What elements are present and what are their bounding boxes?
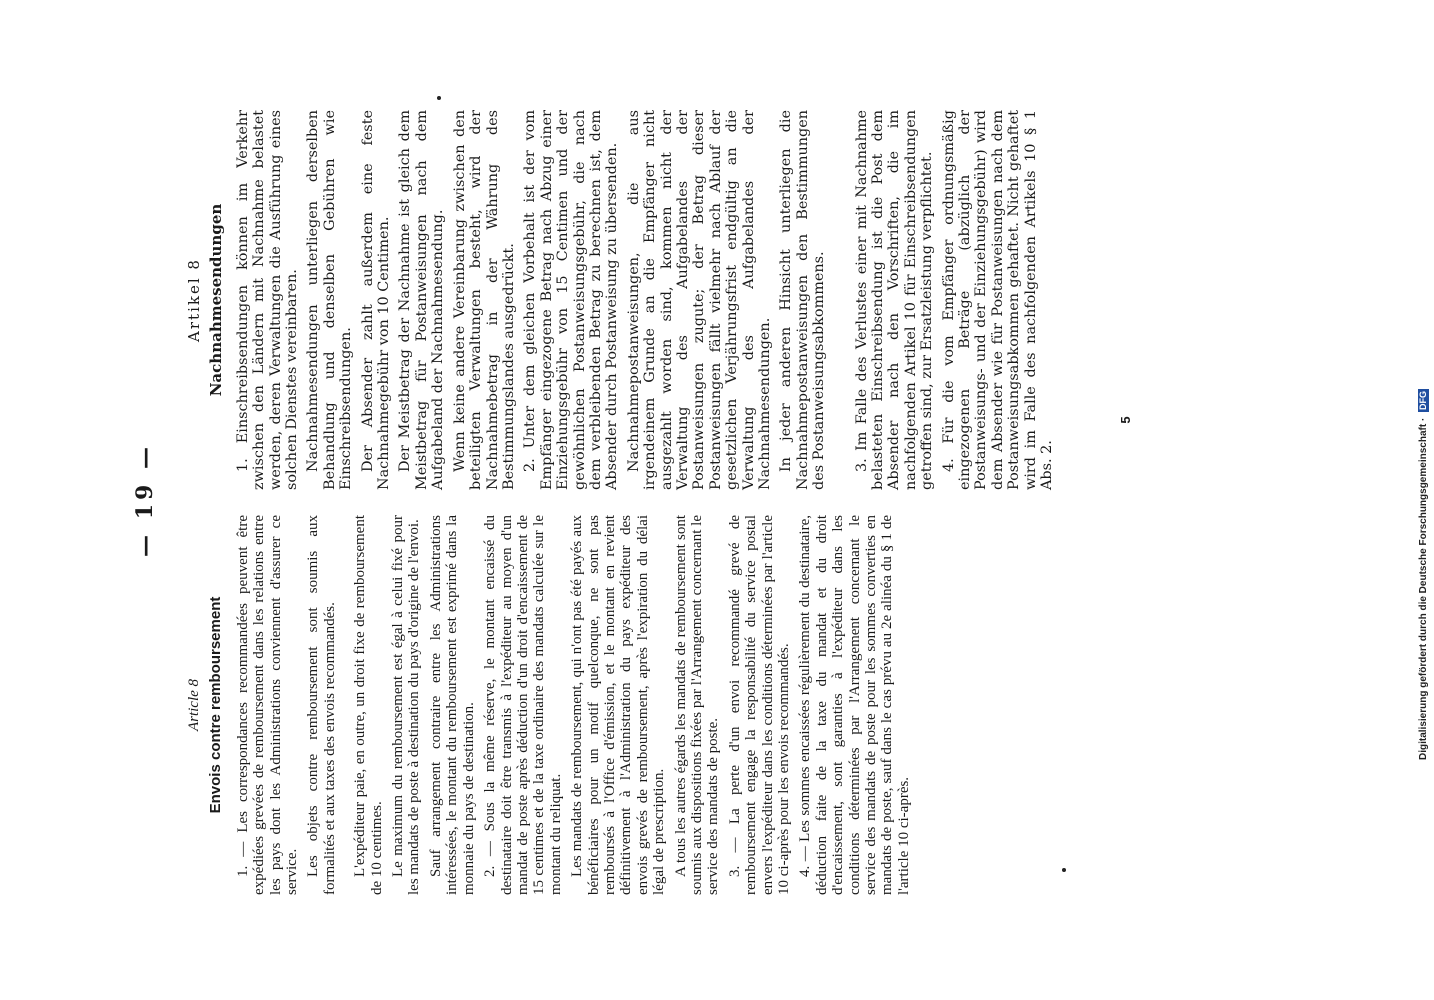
fr-paragraph-8: A tous les autres égards les mandats de remboursement sont soumis aux dispositions fixées par l'Arrangement concernant le service des mandats de poste. xyxy=(672,515,722,895)
dfg-logo-icon: DFG xyxy=(1418,390,1428,410)
fr-paragraph-6: 2. — Sous la même réserve, le montant encaissé du destinataire doit être transmis à l'expéditeur au moyen d'un mandat de poste après déduction d'un droit d'encaissement de 15 centimes et de la taxe ordinaire des mandats calculée sur le montant du reliquat. xyxy=(482,515,564,895)
french-column xyxy=(186,515,917,895)
page-number: — 19 — xyxy=(132,443,158,557)
de-paragraph-5: Wenn keine andere Vereinbarung zwischen den beteiligten Verwaltungen besteht, wird der Nachnahmebetrag in der Währung des Bestimmungslandes ausgedrückt. xyxy=(451,110,517,490)
fr-paragraph-10: 4. — Les sommes encaissées régulièrement du destinataire, déduction faite de la taxe du mandat et du droit d'encaissement, sont garanties à l'expéditeur dans les conditions déterminées par l'Arrangement concernant le service des mandats de poste pour les sommes converties en mandats de poste, sauf dans le cas prévu au 2e alinéa du § 1 de l'article 10 ci-après. xyxy=(797,515,912,895)
german-column xyxy=(186,110,1061,490)
footer-number: 5 xyxy=(1118,416,1133,424)
article-label-de: Artikel 8 xyxy=(185,258,203,342)
fr-paragraph-1: 1. — Les correspondances recommandées peuvent être expédiées grevées de remboursement dans les relations entre les pays dont les Administrations conviennent d'assurer ce service. xyxy=(234,515,301,895)
scan-speck xyxy=(437,96,441,100)
fr-paragraph-7: Les mandats de remboursement, qui n'ont pas été payés aux bénéficiaires pour un motif quelconque, ne sont pas remboursés à l'Office d'émission, et le montant en revient définitivement à l'Administration du pays expéditeur des envois grevés de remboursement, après l'expiration du délai légal de prescription. xyxy=(569,515,668,895)
article-label-fr: Article 8 xyxy=(186,678,202,732)
de-paragraph-7: Nachnahmepostanweisungen, die aus irgendeinem Grunde an die Empfänger nicht ausgezahlt worden sind, kommen nicht der Verwaltung des Aufgabelandes der Postanweisungen zugute; der Betrag dieser Postanweisungen fällt vielmehr nach Ablauf der gesetzlichen Verjährungsfrist endgültig an die Verwaltung des Aufgabelandes der Nachnahmesendungen. xyxy=(625,110,773,490)
de-paragraph-1: 1. Einschreibsendungen können im Verkehr zwischen den Ländern mit Nachnahme belastet werden, deren Verwaltungen die Ausführung eines solchen Dienstes vereinbaren. xyxy=(234,110,301,490)
de-paragraph-4: Der Meistbetrag der Nachnahme ist gleich dem Meistbetrag für Postanweisungen nach dem Aufgabeland der Nachnahmesendung. xyxy=(397,110,447,490)
fr-paragraph-9: 3. — La perte d'un envoi recommandé grevé de remboursement engage la responsabilité du service postal envers l'expéditeur dans les conditions déterminées par l'article 10 ci-après pour les envois recommandés. xyxy=(726,515,792,895)
fr-paragraph-5: Sauf arrangement contraire entre les Administrations intéressées, le montant du remboursement est exprimé dans la monnaie du pays de destination. xyxy=(427,515,477,895)
de-paragraph-3: Der Absender zahlt außerdem eine feste Nachnahmegebühr von 10 Centimen. xyxy=(359,110,393,490)
article-title-fr: Envois contre remboursement xyxy=(207,596,225,814)
de-paragraph-9: 3. Im Falle des Verlustes einer mit Nachnahme belasteten Einschreibsendung ist die Post dem Absender nach den Vorschriften, die im nachfolgenden Artikel 10 für Einschreibsendungen getroffen sind, zur Ersatzleistung verpflichtet. xyxy=(853,110,936,490)
credit-text: Digitalisierung gefördert durch die Deutsche Forschungsgemeinschaft · xyxy=(1418,417,1429,760)
de-paragraph-6: 2. Unter dem gleichen Vorbehalt ist der vom Empfänger eingezogene Betrag nach Abzug einer Einziehungsgebühr von 15 Centimen und der gewöhnlichen Postanweisungsgebühr, die nach dem verbleibenden Betrag zu berechnen ist, dem Absender durch Postanweisung zu übersenden. xyxy=(522,110,621,490)
fr-paragraph-3: L'expéditeur paie, en outre, un droit fixe de remboursement de 10 centimes. xyxy=(352,515,385,895)
article-title-de: Nachnahmesendungen xyxy=(207,203,226,397)
de-paragraph-10: 4. Für die vom Empfänger ordnungsmäßig eingezogenen Beträge (abzüglich der Postanweisungs- und der Einziehungsgebühr) wird dem Absender wie für Postanweisungen nach dem Postanweisungsabkommen gehaftet. Nicht gehaftet wird im Falle des nachfolgenden Artikels 10 § 1 Abs. 2. xyxy=(940,110,1056,490)
digitization-credit xyxy=(1418,0,1429,760)
scan-speck xyxy=(1062,868,1066,872)
de-paragraph-8: In jeder anderen Hinsicht unterliegen die Nachnahmepostanweisungen den Bestimmungen des Postanweisungsabkommens. xyxy=(778,110,828,490)
fr-paragraph-2: Les objets contre remboursement sont soumis aux formalités et aux taxes des envois recommandés. xyxy=(305,515,338,895)
fr-paragraph-4: Le maximum du remboursement est égal à celui fixé pour les mandats de poste à destination du pays d'origine de l'envoi. xyxy=(390,515,423,895)
de-paragraph-2: Nachnahmesendungen unterliegen derselben Behandlung und denselben Gebühren wie Einschreibsendungen. xyxy=(305,110,355,490)
